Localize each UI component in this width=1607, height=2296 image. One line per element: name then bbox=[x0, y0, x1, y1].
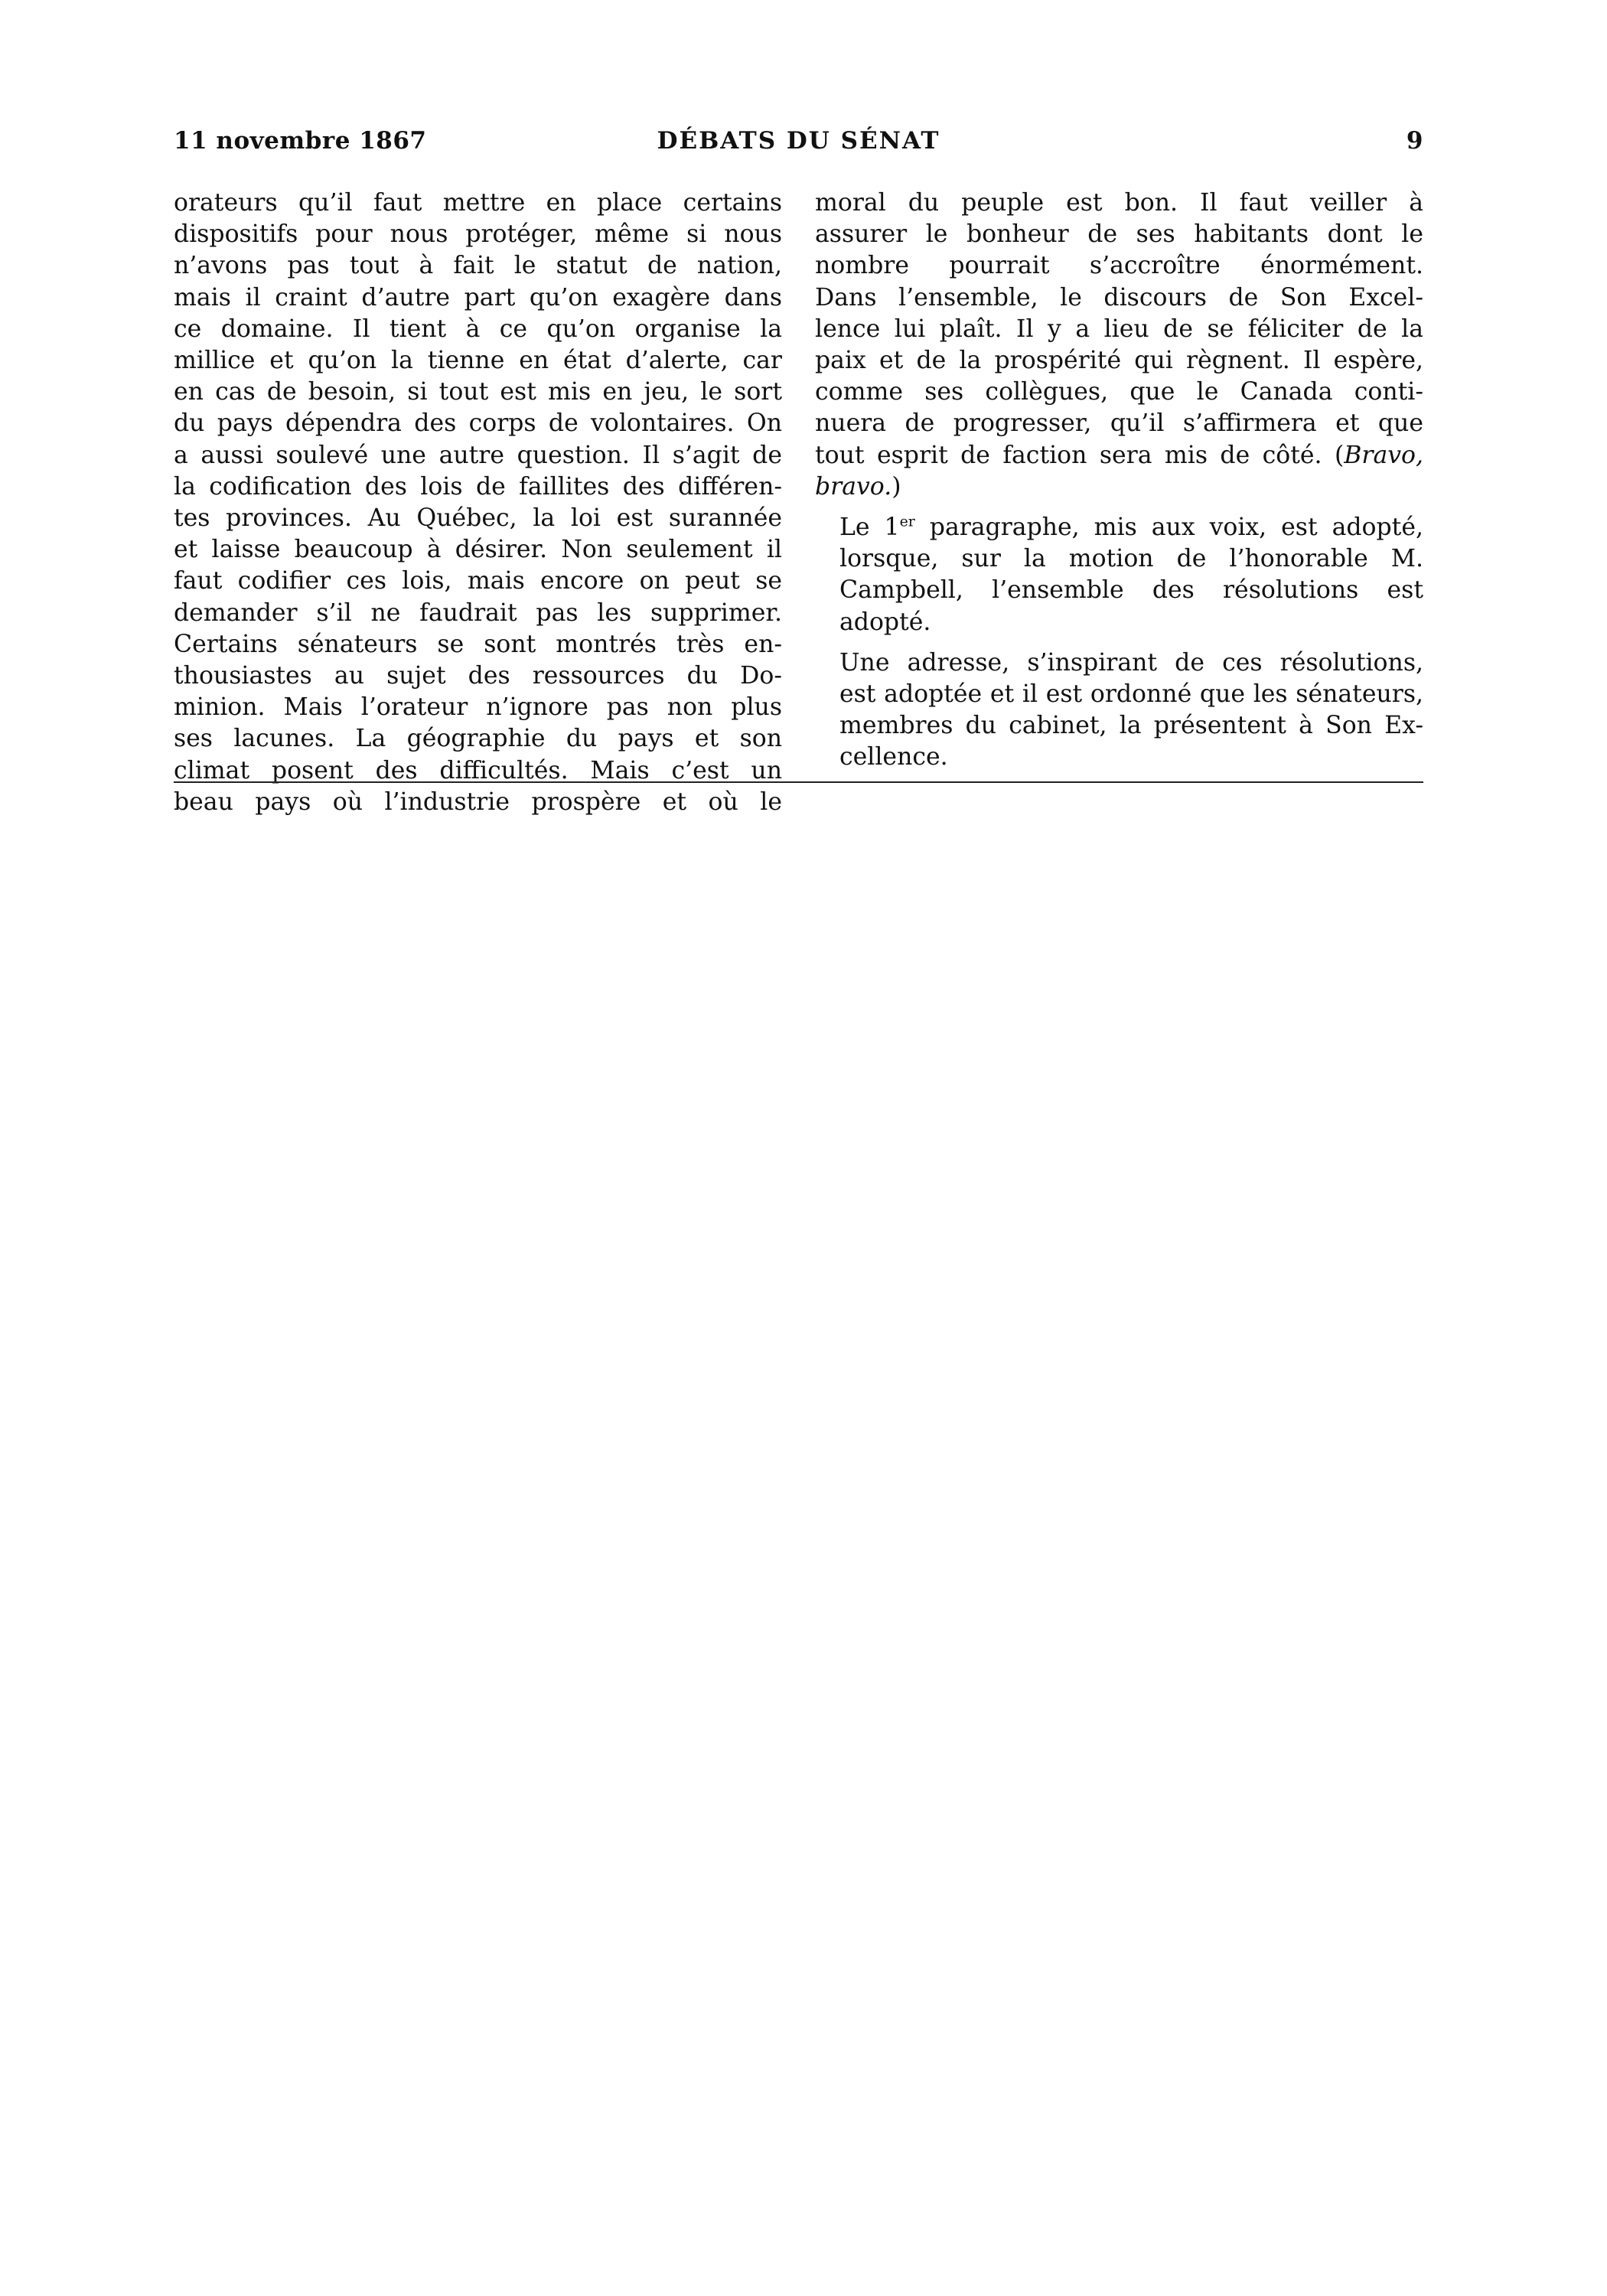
text-line: dispositifs pour nous protéger, même si nous bbox=[174, 220, 782, 249]
text-line: nombre pourrait s’accroître énormément. bbox=[815, 252, 1423, 280]
text-line: adopté. bbox=[839, 608, 931, 636]
text-fragment: paragraphe, mis aux voix, est adopté, bbox=[914, 514, 1423, 542]
text-line: minion. Mais l’orateur n’ignore pas non plus bbox=[174, 693, 782, 722]
text-line: du pays dépendra des corps de volontaires. On bbox=[174, 409, 782, 438]
ordinal-superscript: er bbox=[899, 513, 915, 530]
text-fragment: ) bbox=[892, 472, 901, 501]
horizontal-rule bbox=[174, 781, 1423, 783]
text-line: a aussi soulevé une autre question. Il s’agit de bbox=[174, 441, 782, 469]
text-columns bbox=[174, 188, 1423, 816]
text-line: thousiastes au sujet des ressources du Do- bbox=[174, 662, 782, 690]
text-line: Dans l’ensemble, le discours de Son Excel- bbox=[815, 283, 1423, 311]
text-line: comme ses collègues, que le Canada conti- bbox=[815, 378, 1423, 406]
left-paragraph bbox=[174, 188, 782, 818]
text-line: climat posent des difficultés. Mais c’est un bbox=[174, 756, 782, 784]
text-fragment: Le 1 bbox=[839, 514, 900, 542]
text-line: faut codifier ces lois, mais encore on peut se bbox=[174, 567, 782, 595]
text-line: la codification des lois de faillites des différen- bbox=[174, 472, 782, 501]
text-line: assurer le bonheur de ses habitants dont le bbox=[815, 220, 1423, 249]
text-line: demander s’il ne faudrait pas les supprimer. bbox=[174, 598, 782, 627]
text-line: Certains sénateurs se sont montrés très en- bbox=[174, 630, 782, 658]
italic-interjection: Bravo, bbox=[1344, 441, 1423, 469]
right-paragraph-1 bbox=[815, 188, 1423, 503]
right-paragraph-2 bbox=[815, 512, 1423, 638]
page-number: 9 bbox=[1406, 127, 1423, 155]
right-column bbox=[815, 188, 1423, 774]
text-line: paix et de la prospérité qui règnent. Il espère, bbox=[815, 347, 1423, 375]
text-line bbox=[815, 471, 1423, 503]
header-date: 11 novembre 1867 bbox=[174, 127, 427, 155]
text-line: et laisse beaucoup à désirer. Non seulement il bbox=[174, 536, 782, 564]
text-line: Campbell, l’ensemble des résolutions est bbox=[839, 576, 1423, 605]
text-line bbox=[815, 512, 1423, 543]
text-line: Une adresse, s’inspirant de ces résolutions, bbox=[839, 648, 1423, 677]
header-title: DÉBATS DU SÉNAT bbox=[657, 127, 940, 155]
text-line: membres du cabinet, la présentent à Son Ex- bbox=[839, 712, 1423, 740]
text-line: ce domaine. Il tient à ce qu’on organise la bbox=[174, 315, 782, 343]
right-paragraph-3 bbox=[815, 647, 1423, 774]
left-column bbox=[174, 188, 782, 818]
text-line: en cas de besoin, si tout est mis en jeu, le sort bbox=[174, 378, 782, 406]
text-line: lence lui plaît. Il y a lieu de se féliciter de la bbox=[815, 315, 1423, 343]
italic-interjection: bravo. bbox=[815, 472, 892, 501]
text-line: lorsque, sur la motion de l’honorable M. bbox=[839, 545, 1423, 573]
text-line: millice et qu’on la tienne en état d’alerte, car bbox=[174, 347, 782, 375]
text-line bbox=[815, 440, 1423, 471]
page-header bbox=[174, 127, 1423, 161]
text-line: n’avons pas tout à fait le statut de nation, bbox=[174, 252, 782, 280]
text-line: moral du peuple est bon. Il faut veiller à bbox=[815, 189, 1423, 217]
text-fragment: tout esprit de faction sera mis de côté. ( bbox=[815, 441, 1345, 469]
text-line: ses lacunes. La géographie du pays et son bbox=[174, 725, 782, 753]
text-line: est adoptée et il est ordonné que les sénateurs, bbox=[839, 680, 1423, 709]
text-line: tes provinces. Au Québec, la loi est surannée bbox=[174, 504, 782, 533]
text-line: nuera de progresser, qu’il s’affirmera et que bbox=[815, 409, 1423, 438]
text-line: beau pays où l’industrie prospère et où le bbox=[174, 788, 782, 816]
text-line: mais il craint d’autre part qu’on exagère dans bbox=[174, 283, 782, 311]
text-line: orateurs qu’il faut mettre en place certains bbox=[174, 189, 782, 217]
text-line: cellence. bbox=[839, 743, 948, 771]
